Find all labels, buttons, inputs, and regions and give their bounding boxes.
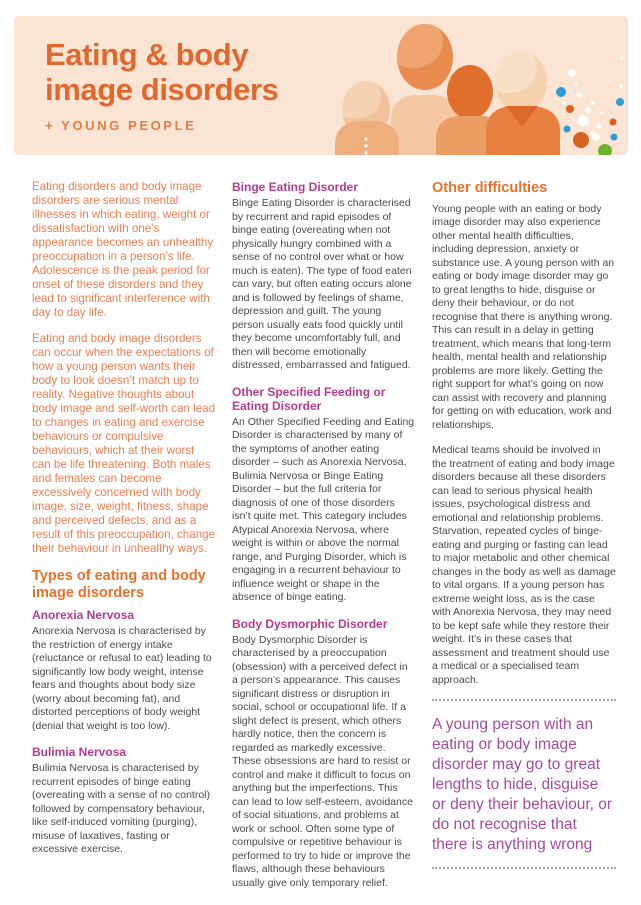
intro-paragraph-1: Eating disorders and body image disorders are serious mental illnesses in which eating, weight or dissatisfaction with one’s appearance becomes an unhealthy preoccupation in a person’s life. Adolescence is the peak period for onset of these disorders and they lead to significant interference with day to day life. bbox=[32, 180, 214, 319]
entry-heading-anorexia: Anorexia Nervosa bbox=[32, 608, 135, 622]
column-disorder-types bbox=[232, 180, 416, 890]
page-title bbox=[45, 37, 278, 107]
entry-heading-bulimia: Bulimia Nervosa bbox=[32, 745, 127, 759]
column-overview bbox=[32, 180, 216, 890]
column-other-difficulties bbox=[432, 180, 616, 890]
header-banner bbox=[14, 16, 628, 155]
entry-body-bulimia: Bulimia Nervosa is characterised by recurrent episodes of binge eating (overeating with a sense of no control) followed by compensatory behaviour, like self-induced vomiting (purging), misuse of laxatives, fasting or excessive exercise. bbox=[32, 762, 211, 855]
header-text-block bbox=[45, 37, 278, 133]
entry-body-anorexia: Anorexia Nervosa is characterised by the restriction of energy intake (reluctance or refusal to eat) leading to significantly low body weight, intense fears and thoughts about body size (worry about becoming fat), and distorted perceptions of body weight (denial that weight is too low). bbox=[32, 625, 212, 732]
page-title-line1: Eating & body bbox=[45, 37, 249, 72]
entry-heading-osfed: Other Specified Feeding or Eating Disorder bbox=[232, 384, 386, 413]
person-vneck bbox=[481, 43, 560, 155]
person-buttons bbox=[329, 73, 399, 155]
intro-paragraph-2: Eating and body image disorders can occur when the expectations of how a young person wants their body to look doesn’t match up to reality. Negative thoughts about body image and self-worth can lead to changes in eating and exercise behaviours or compulsive behaviours, which at their worst can be life threatening. Both males and females can become excessively concerned with body image, size, weight, fitness, shape and perceived defects, and as a result of this preoccupation, change their behaviour in unhealthy ways. bbox=[32, 332, 216, 555]
difficulties-paragraph-1: Young people with an eating or body image disorder may also experience other mental health difficulties, including depression, anxiety or substance use. A young person with an eating or body image disorder may go to great lengths to hide, disguise or deny their behaviour, or do not recognise that there is anything wrong. This can result in a delay in getting treatment, which means that long-term health, mental health and relationship problems are more likely. Getting the right support for what’s going on now can assist with recovery and planning for getting on with education, work and relationships. bbox=[432, 202, 615, 431]
page-subtitle: + YOUNG PEOPLE bbox=[45, 118, 197, 133]
entry-body-osfed: An Other Specified Feeding and Eating Disorder is characterised by many of the symptoms of another eating disorder – such as Anorexia Nervosa, Bulimia Nervosa or Binge Eating Disorder – but the full criteria for diagnosis of one of those disorders isn’t quite met. This category includes Atypical Anorexia Nervosa, where weight is within or above the normal range, and Purging Disorder, which is engaging in a recurrent behaviour to influence weight or shape in the absence of binge eating. bbox=[232, 415, 415, 603]
entry-body-body-dysmorphic: Body Dysmorphic Disorder is characterised by a preoccupation (obsession) with a perceived defect in a person’s appearance. This causes significant distress or disruption in social, school or occupational life. If a slight defect is present, which others hardly notice, then the concern is regarded as markedly excessive. These obsessions are hard to resist or control and make it difficult to focus on anything but the imperfections. This can lead to low self-esteem, avoidance of social situations, and problems at work or school. Often some type of compulsive or repetitive behaviour is performed to try to hide or improve the flaws, although these behaviours usually give only temporary relief. bbox=[232, 633, 413, 889]
content-columns bbox=[32, 180, 616, 890]
entry-heading-binge-eating: Binge Eating Disorder bbox=[232, 180, 359, 194]
section-heading-other-difficulties: Other difficulties bbox=[432, 180, 548, 196]
people-illustration bbox=[296, 16, 628, 155]
difficulties-paragraph-2: Medical teams should be involved in the treatment of eating and body image disorders because all these disorders can lead to serious physical health issues, psychological distress and emotional and relationship problems. Starvation, repeated cycles of binge-eating and purging or fasting can lead to major metabolic and other chemical changes in the body as well as damage to vital organs. If a young person has extreme weight loss, as is the case with Anorexia Nervosa, they may need to be kept safe while they restore their weight. It’s in these cases that assessment and treatment should use a medical or a specialised team approach. bbox=[432, 444, 616, 686]
pull-quote: A young person with an eating or body image disorder may go to great lengths to hide, disguise or deny their behaviour, or do not recognise that there is anything wrong bbox=[432, 699, 616, 869]
entry-heading-body-dysmorphic: Body Dysmorphic Disorder bbox=[232, 616, 388, 631]
entry-body-binge-eating: Binge Eating Disorder is characterised by recurrent and rapid episodes of binge eating (overeating when not physically hungry combined with a sense of no control over what or how much is eaten). The type of food eaten can vary, but often eating occurs alone and is followed by feelings of shame, depression and guilt. The young person usually eats food quickly until they become uncomfortably full, and then will become emotionally distressed, embarrassed and fatigued. bbox=[232, 197, 412, 371]
page-title-line2: image disorders bbox=[45, 72, 279, 107]
section-heading-types: Types of eating and body image disorders bbox=[32, 568, 206, 601]
confetti-dots-icon bbox=[556, 56, 624, 155]
